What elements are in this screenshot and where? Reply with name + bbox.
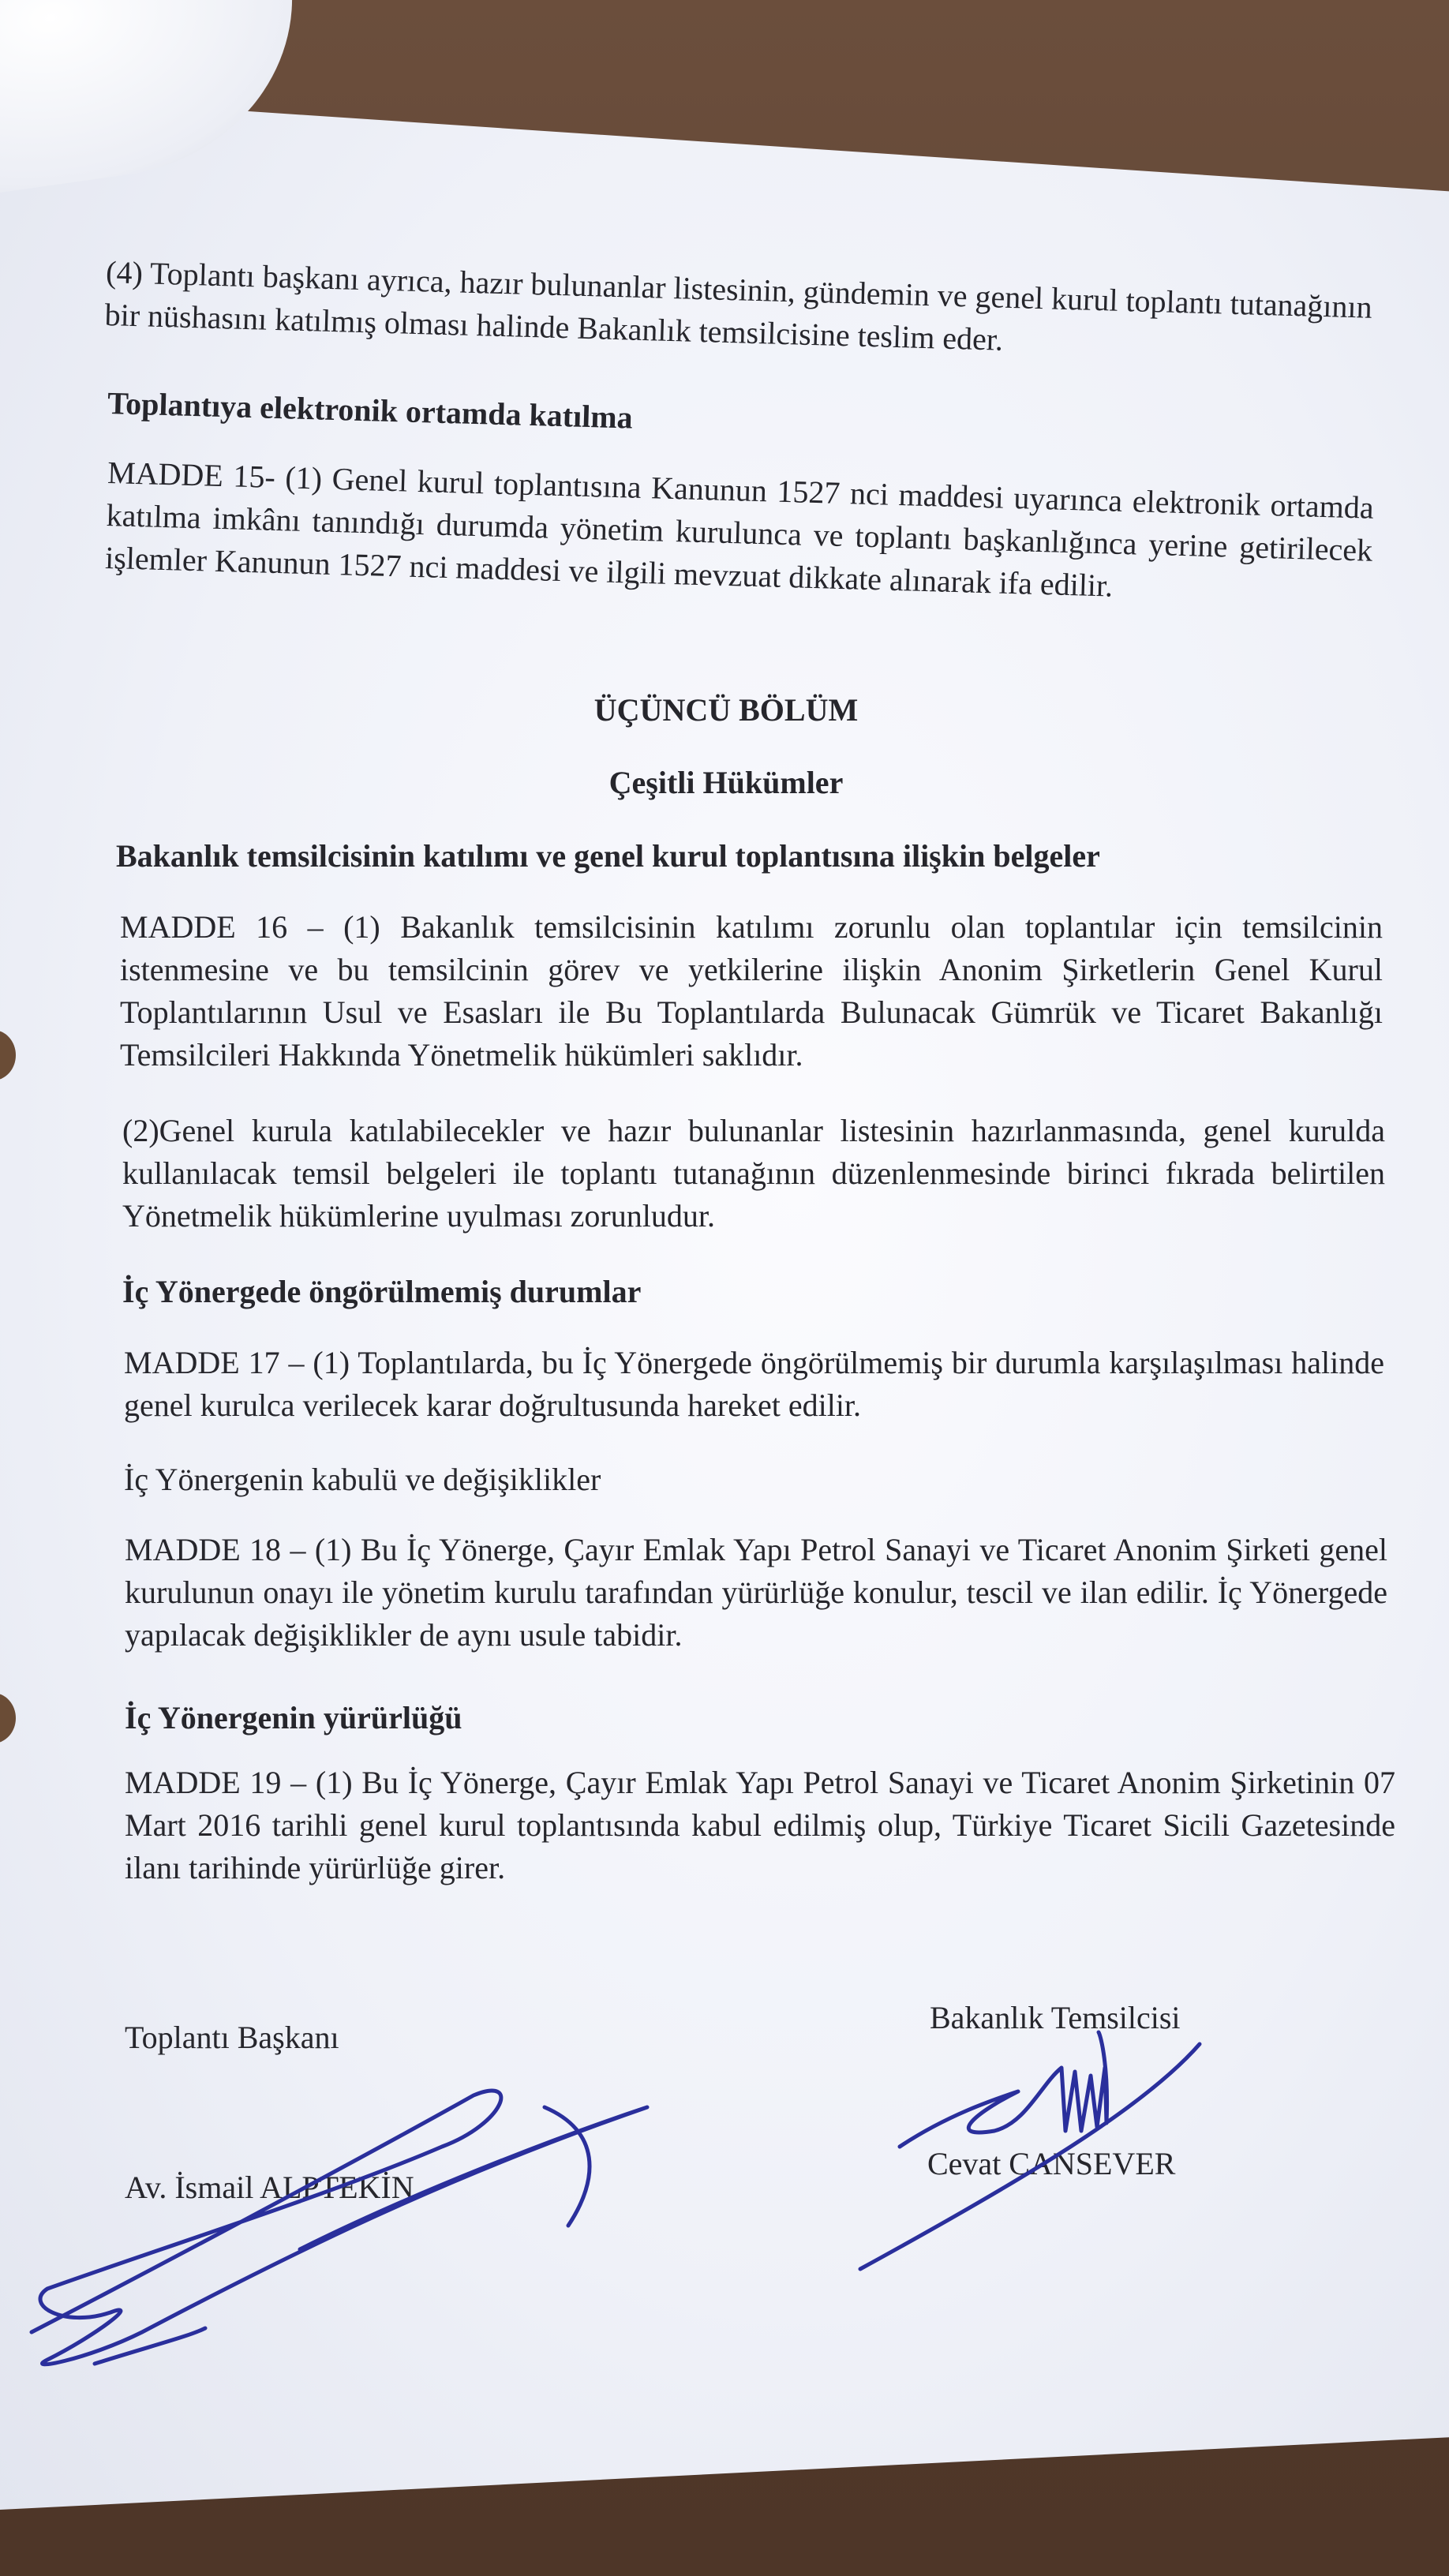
paragraph-article-14-4: (4) Toplantı başkanı ayrıca, hazır bulunanlar listesinin, gündemin ve genel kurul toplantı tutanağının bir nüshasını katılmış olması halinde Bakanlık temsilcisine teslim eder. bbox=[104, 253, 1373, 358]
signature-left-name: Av. İsmail ALPTEKİN bbox=[125, 2170, 414, 2205]
left-handwritten-signature bbox=[32, 2091, 647, 2364]
heading-acceptance-and-changes: İç Yönergenin kabulü ve değişiklikler bbox=[124, 1462, 601, 1497]
paragraph-article-18: MADDE 18 – (1) Bu İç Yönerge, Çayır Emlak Yapı Petrol Sanayi ve Ticaret Anonim Şirketi genel kurulunun onayı ile yönetim kurulu tarafından yürürlüğe konulur, tescil ve ilan edilir. İç Yönergede yapılacak değişiklikler de aynı usule tabidir. bbox=[125, 1532, 1387, 1653]
heading-ministry-representative: Bakanlık temsilcisinin katılımı ve genel kurul toplantısına ilişkin belgeler bbox=[116, 838, 1100, 874]
heading-unforeseen-situations: İç Yönergede öngörülmemiş durumlar bbox=[122, 1274, 642, 1309]
section-title: ÜÇÜNCÜ BÖLÜM bbox=[593, 692, 859, 728]
paragraph-article-16-2: (2)Genel kurula katılabilecekler ve hazır bulunanlar listesinin hazırlanmasında, genel kurulda kullanılacak temsil belgeleri ile toplantı tutanağının düzenlenmesinde birinci fıkrada belirtilen Yönetmelik hükümlerine uyulması zorunludur. bbox=[122, 1113, 1385, 1234]
heading-entry-into-force: İç Yönergenin yürürlüğü bbox=[125, 1700, 462, 1735]
heading-electronic-participation: Toplantıya elektronik ortamda katılma bbox=[107, 384, 634, 436]
signature-right-name: Cevat CANSEVER bbox=[927, 2146, 1176, 2181]
paragraph-article-16-1: MADDE 16 – (1) Bakanlık temsilcisinin katılımı zorunlu olan toplantılar için temsilcinin istenmesine ve bu temsilcinin görev ve yetkilerine ilişkin Anonim Şirketlerin Genel Kurul Toplantılarının Usul ve Esasları ile Bu Toplantılarda Bulunacak Gümrük ve Ticaret Bakanlığı Temsilcileri Hakkında Yönetmelik hükümleri saklıdır. bbox=[120, 909, 1383, 1073]
paragraph-article-17: MADDE 17 – (1) Toplantılarda, bu İç Yönergede öngörülmemiş bir durumla karşılaşılması halinde genel kurulca verilecek karar doğrultusunda hareket edilir. bbox=[124, 1345, 1384, 1423]
signature-left-title: Toplantı Başkanı bbox=[125, 2020, 339, 2055]
paragraph-article-19: MADDE 19 – (1) Bu İç Yönerge, Çayır Emlak Yapı Petrol Sanayi ve Ticaret Anonim Şirketinin 07 Mart 2016 tarihli genel kurul toplantısında kabul edilmiş olup, Türkiye Ticaret Sicili Gazetesinde ilanı tarihinde yürürlüğe girer. bbox=[125, 1765, 1395, 1885]
section-subtitle: Çeşitli Hükümler bbox=[608, 765, 844, 800]
right-handwritten-signature bbox=[860, 2032, 1200, 2269]
signature-right-title: Bakanlık Temsilcisi bbox=[930, 2000, 1181, 2035]
paragraph-article-15: MADDE 15- (1) Genel kurul toplantısına Kanunun 1527 nci maddesi uyarınca elektronik ortamda katılma imkânı tanındığı durumda yönetim kurulunca ve toplantı başkanlığınca yerine getirilecek işlemler Kanunun 1527 nci maddesi ve ilgili mevzuat dikkate alınarak ifa edilir. bbox=[104, 454, 1375, 604]
